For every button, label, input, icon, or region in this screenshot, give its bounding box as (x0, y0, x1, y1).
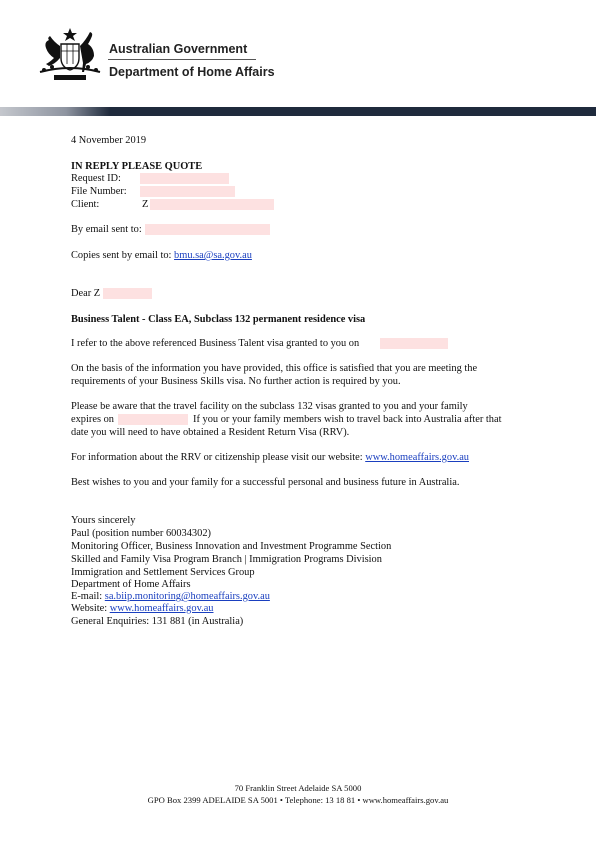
letter-date: 4 November 2019 (71, 135, 147, 146)
homeaffairs-link[interactable]: www.homeaffairs.gov.au (365, 452, 469, 463)
coat-of-arms-icon (34, 26, 106, 84)
paragraph-4 (71, 451, 469, 464)
general-enquiries: General Enquiries: 131 881 (in Australia) (71, 616, 244, 627)
request-id-label: Request ID: (71, 173, 121, 184)
copies-label: Copies sent by email to: (71, 250, 172, 261)
redacted-client-name (150, 199, 274, 210)
redacted-email (145, 224, 270, 235)
signatory-email-link[interactable]: sa.biip.monitoring@homeaffairs.gov.au (104, 591, 270, 602)
email-sent-label: By email sent to: (71, 224, 142, 235)
paragraph-3-line-2b: If you or your family members wish to travel back into Australia after that (193, 414, 502, 425)
department-name: Department of Home Affairs (109, 65, 275, 79)
paragraph-2-line-2: requirements of your Business Skills visa. No further action is required by you. (71, 376, 401, 387)
redacted-grant-date (380, 338, 448, 349)
header-divider (108, 59, 256, 60)
government-name: Australian Government (109, 42, 248, 56)
signatory-website-line (71, 602, 214, 615)
redacted-expiry-date (118, 414, 188, 425)
paragraph-4-text: For information about the RRV or citizenship please visit our website: (71, 452, 363, 463)
letter-subject: Business Talent - Class EA, Subclass 132 permanent residence visa (71, 314, 366, 325)
footer-address: 70 Franklin Street Adelaide SA 5000 (234, 783, 362, 793)
redacted-salutation-name (103, 288, 152, 299)
file-number-label: File Number: (71, 186, 127, 197)
closing: Yours sincerely (71, 515, 136, 526)
signatory-website-link[interactable]: www.homeaffairs.gov.au (109, 603, 214, 614)
paragraph-1: I refer to the above referenced Business Talent visa granted to you on (71, 338, 360, 349)
client-label: Client: (71, 199, 100, 210)
signatory-title: Monitoring Officer, Business Innovation and Investment Programme Section (71, 541, 392, 552)
salutation: Dear Z (71, 288, 101, 299)
redacted-file-number (140, 186, 235, 197)
copies-email-link[interactable]: bmu.sa@sa.gov.au (174, 250, 252, 261)
email-label: E-mail: (71, 591, 103, 602)
paragraph-2-line-1: On the basis of the information you have provided, this office is satisfied that you are meeting the (71, 363, 478, 374)
header-band-shade (0, 107, 110, 116)
paragraph-3-line-1: Please be aware that the travel facility on the subclass 132 visas granted to you and your family (71, 401, 468, 412)
website-label: Website: (71, 603, 108, 614)
copies-sent-line (71, 249, 252, 262)
signatory-name: Paul (position number 60034302) (71, 528, 211, 539)
paragraph-3-line-2a: expires on (71, 414, 114, 425)
signatory-group: Immigration and Settlement Services Group (71, 567, 255, 578)
client-value: Z (142, 199, 149, 210)
signatory-department: Department of Home Affairs (71, 579, 191, 590)
paragraph-3-line-3: date you will need to have obtained a Resident Return Visa (RRV). (71, 427, 350, 438)
quote-heading: IN REPLY PLEASE QUOTE (71, 161, 203, 172)
paragraph-5: Best wishes to you and your family for a successful personal and business future in Australia. (71, 477, 460, 488)
footer-contact: GPO Box 2399 ADELAIDE SA 5001 • Telephone: 13 18 81 • www.homeaffairs.gov.au (147, 795, 449, 805)
signatory-branch: Skilled and Family Visa Program Branch | Immigration Programs Division (71, 554, 382, 565)
redacted-request-id (140, 173, 229, 184)
